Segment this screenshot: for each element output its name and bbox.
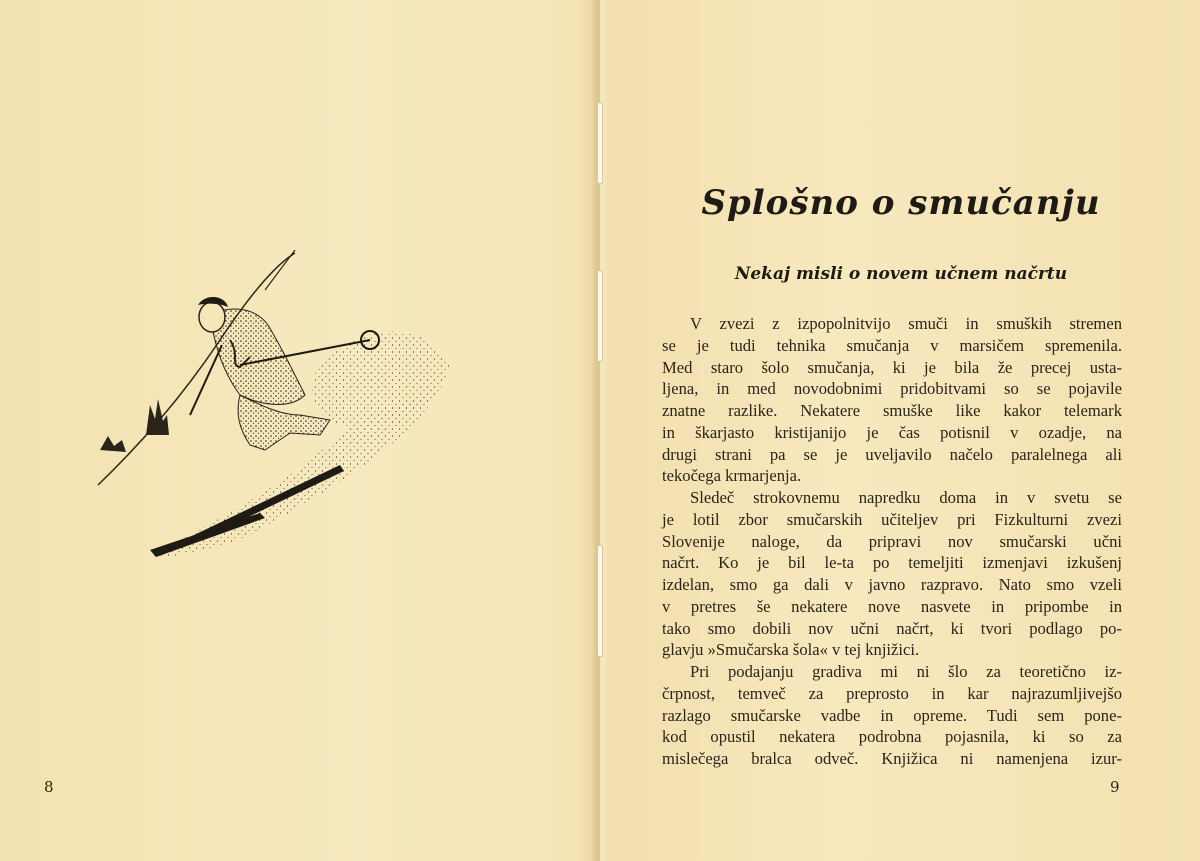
skier-illustration	[90, 245, 460, 575]
left-page	[0, 0, 598, 861]
page-number: 9	[1110, 778, 1120, 796]
text-line: razlago smučarske vadbe in opreme. Tudi sem pone-	[662, 705, 1122, 725]
chapter-title: Splošno o smučanju	[701, 183, 1101, 223]
text-line: mislečega bralca odveč. Knjižica ni namenjena izur-	[662, 749, 1122, 768]
page-number: 8	[44, 778, 54, 796]
text-line: tekočega krmarjenja.	[662, 466, 802, 486]
text-line: glavju »Smučarska šola« v tej knjižici.	[662, 640, 920, 660]
text-line: izdelan, smo ga dali v javno razpravo. Nato smo vzeli	[662, 575, 1122, 594]
text-line: načrt. Ko je bil le-ta po temeljiti izmenjavi izkušenj	[662, 553, 1122, 573]
text-line: kod opustil nekatera podrobna pojasnila, ki so za	[662, 727, 1122, 747]
text-line: V zvezi z izpopolnitvijo smuči in smuških stremen	[690, 314, 1122, 333]
text-line: Pri podajanju gradiva mi ni šlo za teoretično iz-	[690, 662, 1122, 681]
text-line: in škarjasto kristijanijo je čas potisnil v ozadje, na	[662, 422, 1122, 442]
text-line: črpnost, temveč za preprosto in kar najrazumljivejšo	[662, 683, 1122, 703]
text-line: ljena, in med novodobnimi pridobitvami so se pojavile	[662, 379, 1122, 399]
text-line: je lotil zbor smučarskih učiteljev pri Fizkulturni zvezi	[662, 509, 1122, 529]
text-line: znatne razlike. Nekatere smuške like kakor telemark	[662, 401, 1122, 420]
text-line: se je tudi tehnika smučanja v marsičem spremenila.	[662, 335, 1122, 355]
text-line: drugi strani pa se je uveljavilo načelo paralelnega ali	[662, 444, 1122, 464]
text-line: tako smo dobili nov učni načrt, ki tvori podlago po-	[662, 618, 1122, 638]
text-line: Sledeč strokovnemu napredku doma in v svetu se	[690, 488, 1122, 507]
body-text	[662, 313, 1122, 770]
text-line: v pretres še nekatere nove nasvete in pripombe in	[662, 596, 1122, 616]
text-line: Slovenije naloge, da pripravi nov smučarski učni	[662, 531, 1122, 551]
right-page	[602, 0, 1200, 861]
text-line: Med staro šolo smučanja, ki je bila že precej usta-	[662, 357, 1122, 377]
section-title: Nekaj misli o novem učnem načrtu	[734, 264, 1068, 284]
